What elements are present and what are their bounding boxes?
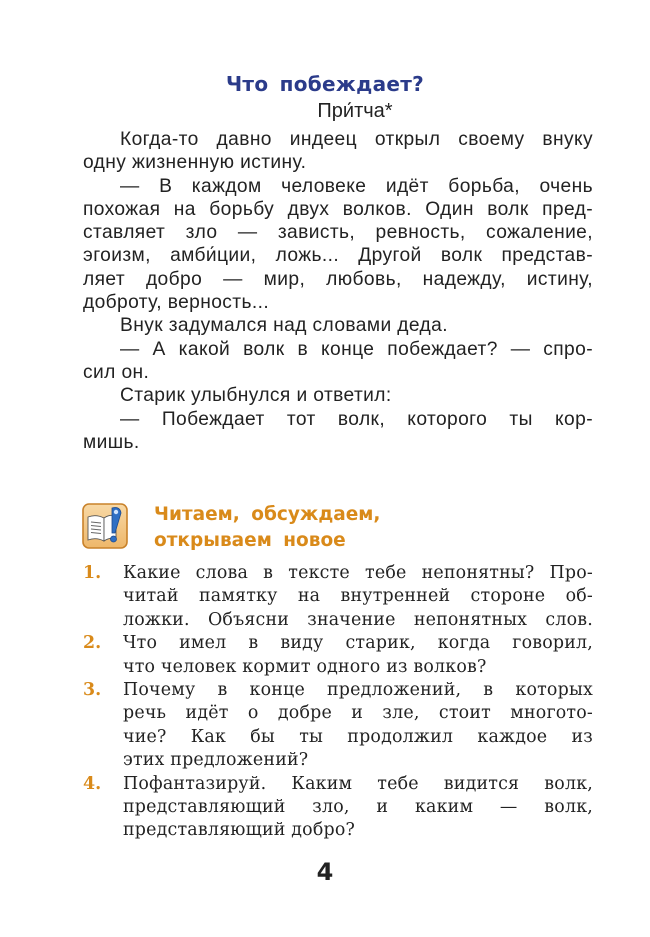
- question-line: что человек кормит одного из волков?: [123, 656, 487, 677]
- section-title: [154, 502, 380, 554]
- story-line: ляет добро — мир, любовь, надежду, истину,: [83, 268, 593, 290]
- section-title-line: открываем новое: [154, 530, 346, 551]
- question-line: этих предложений?: [123, 750, 309, 771]
- story-title: Что побеждает?: [225, 72, 425, 96]
- questions-list: [83, 562, 593, 843]
- question-line: читай памятку на внутренней стороне об-: [123, 586, 593, 607]
- question-line: чие? Как бы ты продолжил каждое из: [123, 726, 593, 747]
- question-item: [83, 679, 593, 773]
- story-line: Внук задумался над словами деда.: [120, 315, 448, 337]
- story-line: — А какой волк в конце побеждает? — спро-: [120, 338, 593, 360]
- question-line: ложки. Объясни значение непонятных слов.: [123, 609, 593, 630]
- question-number: 2.: [83, 633, 102, 654]
- question-line: представляющий зло, и каким — волк,: [123, 797, 593, 818]
- question-line: Какие слова в тексте тебе непонятны? Про-: [123, 563, 593, 583]
- question-line: представляющий добро?: [123, 820, 356, 841]
- story-line: — В каждом человеке идёт борьба, очень: [120, 175, 593, 197]
- question-line: Что имел в виду старик, когда говорил,: [123, 633, 593, 654]
- question-line: Пофантазируй. Каким тебе видится волк,: [123, 773, 593, 794]
- question-line: Почему в конце предложений, в которых: [123, 680, 593, 701]
- discussion-section-header: [80, 500, 600, 560]
- story-line: Старик улыбнулся и ответил:: [120, 385, 392, 407]
- story-genre: При́тча*: [317, 100, 393, 122]
- story-text: [83, 128, 593, 454]
- section-title-line: Читаем, обсуждаем,: [154, 504, 381, 525]
- open-book-with-exclamation-icon: [82, 503, 128, 549]
- question-number: 4.: [83, 773, 102, 794]
- story-line: Когда-то давно индеец открыл своему внуку: [120, 129, 593, 150]
- question-item: [83, 773, 593, 843]
- story-line: мишь.: [83, 431, 140, 453]
- story-line: ставляет зло — зависть, ревность, сожаление,: [83, 222, 593, 244]
- question-item: [83, 632, 593, 679]
- story-line: — Побеждает тот волк, которого ты кор-: [120, 408, 593, 430]
- question-number: 3.: [83, 680, 102, 701]
- question-number: 1.: [83, 563, 102, 583]
- page-number: 4: [316, 858, 334, 886]
- question-line: речь идёт о добре и зле, стоит многото-: [123, 703, 593, 724]
- story-line: одну жизненную истину.: [83, 152, 307, 174]
- story-line: доброту, верность...: [83, 292, 270, 314]
- story-line: эгоизм, амби́ции, ложь... Другой волк представ-: [83, 245, 593, 267]
- story-line: похожая на борьбу двух волков. Один волк пред-: [83, 198, 593, 220]
- question-item: [83, 562, 593, 632]
- story-line: сил он.: [83, 361, 150, 383]
